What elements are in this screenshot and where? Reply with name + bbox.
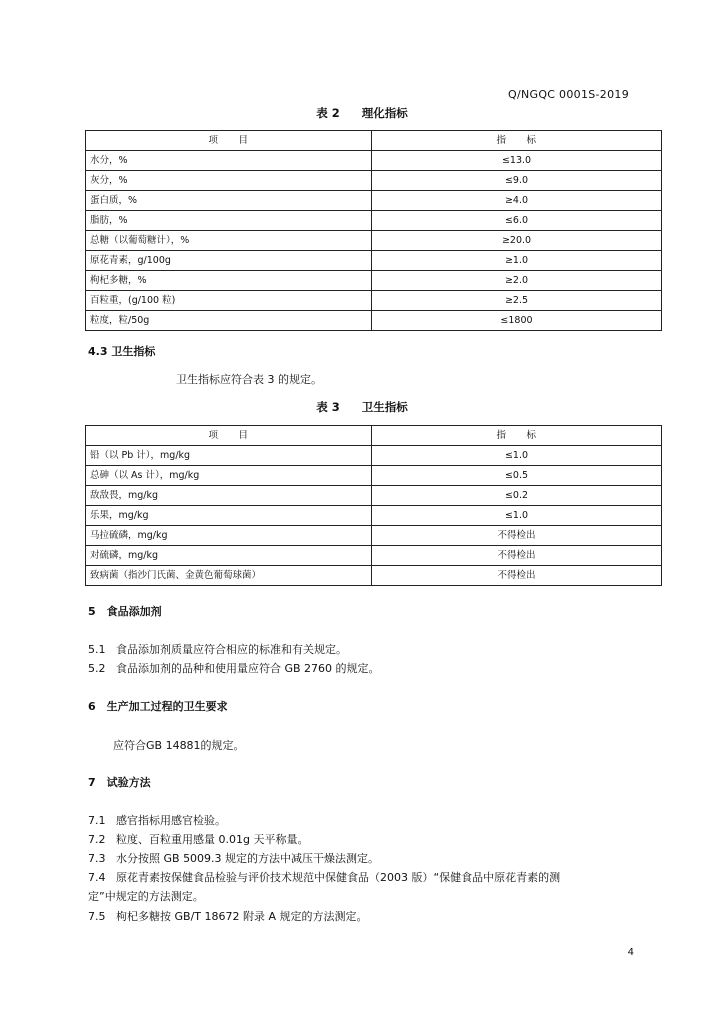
table-row	[86, 311, 662, 331]
standard-code: Q/NGQC 0001S-2019	[508, 88, 629, 101]
table-row	[86, 171, 662, 191]
item-cell: 致病菌（指沙门氏菌、金黄色葡萄球菌）	[86, 566, 372, 586]
table2-caption	[0, 105, 724, 121]
section-5-heading: 5 食品添加剂	[88, 605, 162, 618]
clause-7-2	[88, 831, 308, 847]
table-row	[86, 251, 662, 271]
item-cell: 水分，%	[86, 151, 372, 171]
item-cell: 马拉硫磷，mg/kg	[86, 526, 372, 546]
clause-7-1	[88, 812, 226, 828]
value-cell: ≤0.2	[372, 486, 662, 506]
table-row	[86, 486, 662, 506]
value-cell: 不得检出	[372, 566, 662, 586]
clause-number: 7.4	[88, 871, 106, 884]
clause-text: 感官指标用感官检验。	[116, 814, 226, 827]
clause-number: 7.3	[88, 852, 106, 865]
table-row	[86, 151, 662, 171]
item-cell: 灰分，%	[86, 171, 372, 191]
clause-7-4-continuation: 定”中规定的方法测定。	[88, 890, 204, 903]
value-cell: ≤13.0	[372, 151, 662, 171]
table3-caption	[0, 399, 724, 415]
clause-text: 食品添加剂的品种和使用量应符合 GB 2760 的规定。	[116, 662, 380, 675]
table3-caption-title: 卫生指标	[361, 400, 408, 414]
value-cell: ≥2.0	[372, 271, 662, 291]
table3-col-index: 指 标	[372, 426, 662, 446]
clause-text: 粒度、百粒重用感量 0.01g 天平称量。	[116, 833, 309, 846]
value-cell: ≤1800	[372, 311, 662, 331]
clause-text: 水分按照 GB 5009.3 规定的方法中减压干燥法测定。	[116, 852, 380, 865]
section-4-3-text: 卫生指标应符合表 3 的规定。	[176, 373, 322, 386]
clause-number: 5.2	[88, 662, 106, 675]
table-row	[86, 466, 662, 486]
item-cell: 枸杞多糖，%	[86, 271, 372, 291]
item-cell: 百粒重，(g/100 粒)	[86, 291, 372, 311]
section-6-text: 应符合GB 14881的规定。	[113, 739, 245, 752]
table2-caption-number: 表 2	[316, 106, 340, 120]
item-cell: 脂肪，%	[86, 211, 372, 231]
clause-5-1	[88, 641, 347, 657]
table3	[85, 425, 662, 586]
value-cell: ≤1.0	[372, 506, 662, 526]
clause-text: 枸杞多糖按 GB/T 18672 附录 A 规定的方法测定。	[116, 910, 368, 923]
table-row	[86, 231, 662, 251]
table-row	[86, 191, 662, 211]
item-cell: 总砷（以 As 计），mg/kg	[86, 466, 372, 486]
item-cell: 总糖（以葡萄糖计），%	[86, 231, 372, 251]
value-cell: ≤1.0	[372, 446, 662, 466]
page-number: 4	[627, 947, 634, 958]
value-cell: ≥1.0	[372, 251, 662, 271]
clause-text: 原花青素按保健食品检验与评价技术规范中保健食品（2003 版）“保健食品中原花青素的测	[116, 871, 561, 884]
value-cell: ≤6.0	[372, 211, 662, 231]
table2-col-index: 指 标	[372, 131, 662, 151]
clause-number: 7.2	[88, 833, 106, 846]
table-row	[86, 291, 662, 311]
table-row	[86, 566, 662, 586]
table-row	[86, 546, 662, 566]
table2	[85, 130, 662, 331]
table-row	[86, 506, 662, 526]
table-row	[86, 446, 662, 466]
clause-number: 5.1	[88, 643, 106, 656]
value-cell: ≥2.5	[372, 291, 662, 311]
item-cell: 原花青素，g/100g	[86, 251, 372, 271]
item-cell: 对硫磷，mg/kg	[86, 546, 372, 566]
value-cell: ≤0.5	[372, 466, 662, 486]
table3-caption-number: 表 3	[316, 400, 340, 414]
clause-7-5	[88, 908, 368, 924]
item-cell: 粒度，粒/50g	[86, 311, 372, 331]
section-4-3-heading: 4.3 卫生指标	[88, 345, 156, 358]
table-row	[86, 271, 662, 291]
item-cell: 敌敌畏，mg/kg	[86, 486, 372, 506]
value-cell: 不得检出	[372, 526, 662, 546]
clause-5-2	[88, 660, 380, 676]
value-cell: ≤9.0	[372, 171, 662, 191]
section-6-heading: 6 生产加工过程的卫生要求	[88, 700, 228, 713]
table2-caption-title: 理化指标	[361, 106, 408, 120]
table2-header-row	[86, 131, 662, 151]
clause-7-3	[88, 850, 379, 866]
clause-text: 食品添加剂质量应符合相应的标准和有关规定。	[116, 643, 347, 656]
item-cell: 铅（以 Pb 计），mg/kg	[86, 446, 372, 466]
clause-number: 7.1	[88, 814, 106, 827]
clause-number: 7.5	[88, 910, 106, 923]
table3-header-row	[86, 426, 662, 446]
section-7-heading: 7 试验方法	[88, 776, 151, 789]
item-cell: 蛋白质，%	[86, 191, 372, 211]
value-cell: ≥4.0	[372, 191, 662, 211]
clause-7-4	[88, 869, 560, 885]
table2-col-item: 项 目	[86, 131, 372, 151]
table-row	[86, 526, 662, 546]
item-cell: 乐果，mg/kg	[86, 506, 372, 526]
table-row	[86, 211, 662, 231]
value-cell: 不得检出	[372, 546, 662, 566]
value-cell: ≥20.0	[372, 231, 662, 251]
table3-col-item: 项 目	[86, 426, 372, 446]
